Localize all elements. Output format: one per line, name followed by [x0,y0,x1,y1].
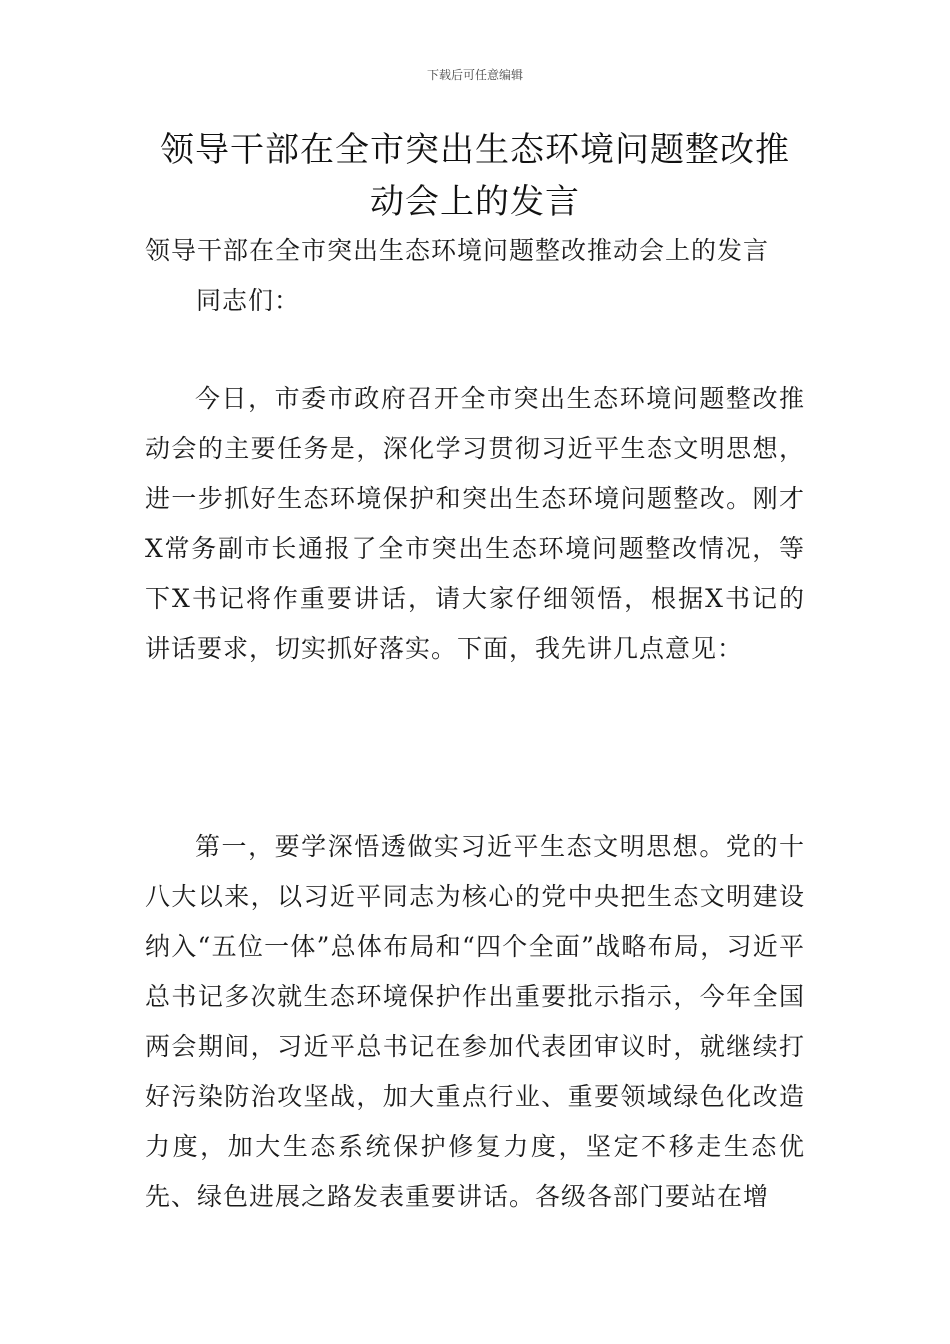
paragraph-first-point: 第一，要学深悟透做实习近平生态文明思想。党的十八大以来，以习近平同志为核心的党中央把生态文明建设纳入“五位一体”总体布局和“四个全面”战略布局，习近平总书记多次就生态环境保护作出重要批示指示，今年全国两会期间，习近平总书记在参加代表团审议时，就继续打好污染防治攻坚战，加大重点行业、重要领域绿色化改造力度，加大生态系统保护修复力度，坚定不移走生态优先、绿色进展之路发表重要讲话。各级各部门要站在增 [145,832,805,1211]
document-subtitle: 领导干部在全市突出生态环境问题整改推动会上的发言 [145,236,770,265]
document-title: 领导干部在全市突出生态环境问题整改推动会上的发言 [160,130,790,222]
header-note: 下载后可任意编辑 [426,68,523,82]
salutation: 同志们： [196,286,301,315]
paragraph-intro: 今日，市委市政府召开全市突出生态环境问题整改推动会的主要任务是，深化学习贯彻习近平生态文明思想，进一步抓好生态环境保护和突出生态环境问题整改。刚才X常务副市长通报了全市突出生态环境问题整改情况，等下X书记将作重要讲话，请大家仔细领悟，根据X书记的讲话要求，切实抓好落实。下面，我先讲几点意见： [145,384,805,663]
